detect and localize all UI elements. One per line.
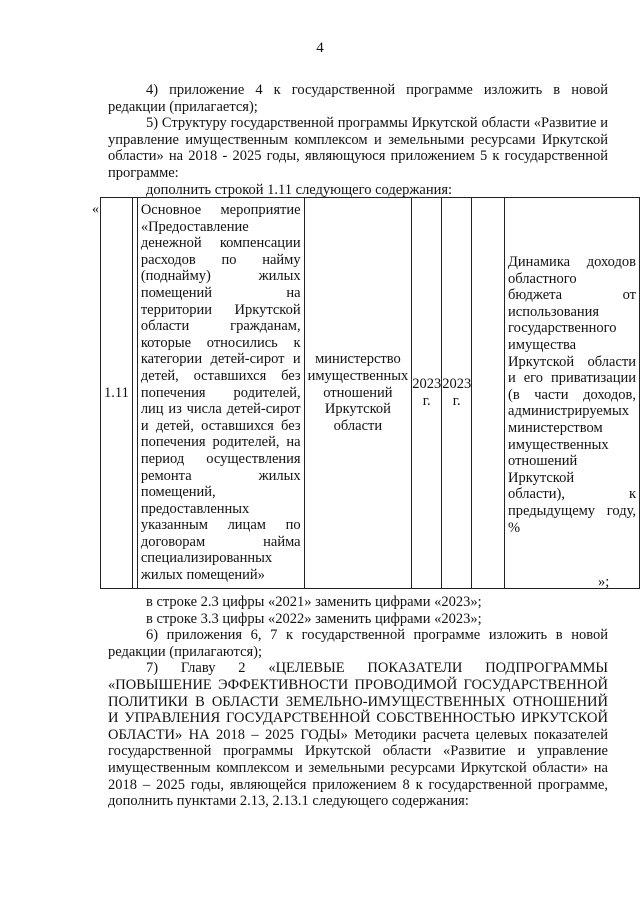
event-text-line: предоставленных bbox=[140, 500, 250, 517]
executor-cell: министерство имущественных отношений Иркутской области bbox=[304, 198, 412, 589]
event-text-line: денежной компенсации bbox=[140, 235, 301, 252]
event-text-line: категории детей-сирот и bbox=[140, 351, 301, 368]
indicator-text-line: отношений bbox=[508, 453, 578, 470]
indicator-text-line: и его приватизации bbox=[508, 370, 636, 387]
year-start-cell: 2023 г. bbox=[412, 198, 442, 589]
event-text-line: указанным лицам по bbox=[140, 517, 301, 534]
indicator-text bbox=[508, 254, 636, 536]
event-text-line: «Предоставление bbox=[140, 218, 249, 235]
empty-cell bbox=[472, 198, 505, 589]
indicator-text-line: имущественных bbox=[508, 436, 609, 453]
event-text-line: области гражданам, bbox=[140, 318, 301, 335]
event-text-line: лиц из числа детей-сирот bbox=[140, 401, 301, 418]
event-text-line: Основное мероприятие bbox=[140, 202, 301, 218]
inserted-row-table bbox=[100, 197, 640, 589]
row-number-cell: 1.11 bbox=[101, 198, 133, 589]
table-row bbox=[101, 198, 640, 589]
event-cell bbox=[137, 198, 304, 589]
paragraph-item-4: 4) приложение 4 к государственной программе изложить в новой редакции (прилагается); bbox=[108, 82, 608, 115]
event-text-line: помещений на bbox=[140, 284, 301, 301]
event-text-line: (поднайму) жилых bbox=[140, 268, 301, 285]
event-text-line: попечения родителей, bbox=[140, 384, 301, 401]
event-text-line: договорам найма bbox=[140, 533, 301, 550]
year-end-cell: 2023 г. bbox=[442, 198, 472, 589]
event-text bbox=[141, 202, 301, 584]
paragraph-line-2-3: в строке 2.3 цифры «2021» заменить цифрами «2023»; bbox=[146, 594, 482, 610]
paragraph-line-3-3: в строке 3.3 цифры «2022» заменить цифрами «2023»; bbox=[146, 610, 482, 627]
event-text-line: которые относились к bbox=[140, 334, 301, 351]
inserted-row-table-wrap bbox=[100, 197, 640, 589]
paragraph-add-row: дополнить строкой 1.11 следующего содержания: bbox=[146, 181, 453, 198]
event-text-line: детей, оставшихся без bbox=[140, 367, 301, 384]
indicator-text-line: бюджета от bbox=[508, 287, 636, 304]
indicator-text-line: областного bbox=[508, 270, 577, 287]
event-text-line: попечения родителей, на bbox=[140, 434, 301, 451]
indicator-cell bbox=[505, 198, 640, 589]
top-text-block bbox=[108, 82, 608, 198]
paragraph-item-7: 7) Главу 2 «ЦЕЛЕВЫЕ ПОКАЗАТЕЛИ ПОДПРОГРАММЫ «ПОВЫШЕНИЕ ЭФФЕКТИВНОСТИ ПРОВОДИМОЙ ГОСУДАРСТВЕННОЙ ПОЛИТИКИ В ОБЛАСТИ ЗЕМЕЛЬНО-ИМУЩЕСТВЕННЫХ ОТНОШЕНИЙ И УПРАВЛЕНИЯ ГОСУДАРСТВЕННОЙ СОБСТВЕННОСТЬЮ ИРКУТСКОЙ ОБЛАСТИ» НА 2018 – 2025 ГОДЫ» Методики расчета целевых показателей государственной программы Иркутской области «Развитие и управление имущественным комплексом и земельными ресурсами Иркутской области» на 2018 – 2025 годы, являющейся приложением 8 к государственной программе, дополнить пунктами 2.13, 2.13.1 следующего содержания: bbox=[108, 660, 608, 810]
event-text-line: расходов по найму bbox=[140, 251, 301, 268]
indicator-text-line: министерством bbox=[508, 419, 603, 436]
event-text-line: период осуществления bbox=[140, 450, 301, 467]
indicator-text-line: Динамика доходов bbox=[508, 254, 636, 270]
indicator-text-line: предыдущему году, bbox=[508, 502, 636, 519]
indicator-text-line: % bbox=[508, 519, 521, 536]
bottom-text-block bbox=[108, 594, 608, 810]
indicator-text-line: государственного bbox=[508, 320, 617, 337]
event-text-line: и детей, оставшихся без bbox=[140, 417, 301, 434]
paragraph-item-5: 5) Структуру государственной программы Иркутской области «Развитие и управление имущественным комплексом и земельными ресурсами Иркутской области» на 2018 - 2025 годы, являющуюся приложением 5 к государственной программе: bbox=[108, 115, 608, 181]
event-text-line: специализированных bbox=[140, 550, 273, 567]
closing-quote: »; bbox=[598, 574, 610, 590]
indicator-text-line: (в части доходов, bbox=[508, 386, 636, 403]
indicator-text-line: имущества bbox=[508, 336, 577, 353]
indicator-text-line: Иркутской области bbox=[508, 353, 636, 370]
indicator-text-line: Иркутской bbox=[508, 469, 575, 486]
indicator-text-line: области), к bbox=[508, 486, 636, 503]
event-text-line: жилых помещений» bbox=[140, 567, 265, 584]
indicator-text-line: администрируемых bbox=[508, 403, 629, 420]
event-text-line: ремонта жилых bbox=[140, 467, 301, 484]
paragraph-item-6: 6) приложения 6, 7 к государственной программе изложить в новой редакции (прилагаются); bbox=[108, 627, 608, 660]
opening-quote: « bbox=[92, 202, 99, 217]
page-number: 4 bbox=[316, 40, 324, 56]
indicator-text-line: использования bbox=[508, 303, 600, 320]
event-text-line: территории Иркутской bbox=[140, 301, 301, 318]
event-text-line: помещений, bbox=[140, 484, 216, 501]
